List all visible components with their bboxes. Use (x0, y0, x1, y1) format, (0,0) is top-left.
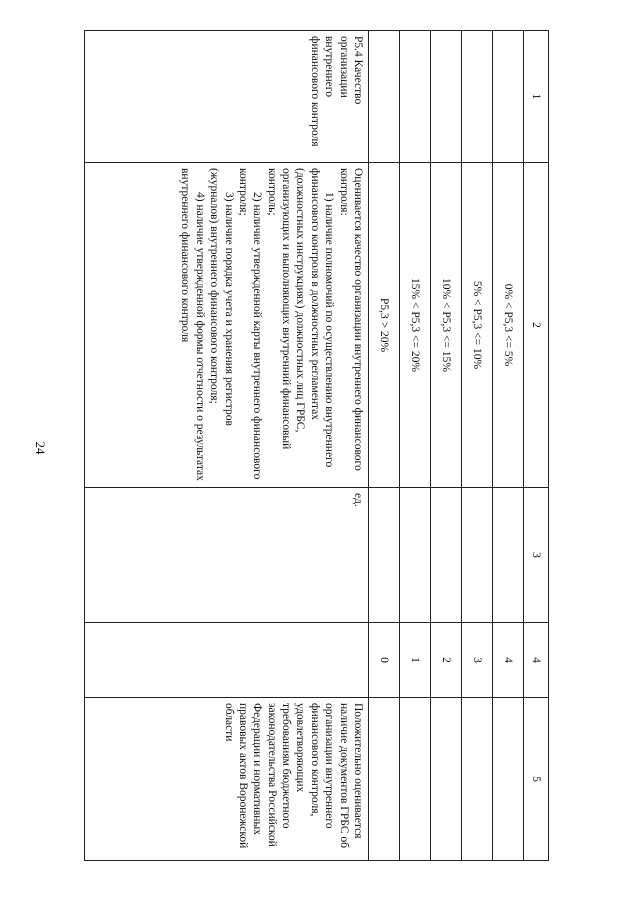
rotated-table-container (84, 30, 549, 860)
description-intro: Оценивается качество организации внутреннего финансового контроля: (337, 168, 364, 471)
indicator-score (85, 623, 369, 698)
page-number: 24 (33, 441, 48, 455)
description-item-4: 4) наличие утвержденной формы отчетности о результатах внутреннего финансового контроля (179, 168, 206, 481)
table-row (369, 31, 400, 861)
range-score: 2 (431, 623, 462, 698)
table-row (85, 31, 369, 861)
indicator-table (84, 30, 549, 861)
range-score: 3 (462, 623, 493, 698)
col-header-3: 3 (524, 488, 549, 623)
range-condition: 10% < P5,3 <= 15% (431, 163, 462, 488)
col-header-2: 2 (524, 163, 549, 488)
range-condition: 5% < P5,3 <= 10% (462, 163, 493, 488)
range-condition: 0% < P5,3 <= 5% (493, 163, 524, 488)
description-item-3: 3) наличие порядка учета и хранения регистров (журналов) внутреннего финансового контроля; (208, 168, 235, 426)
indicator-name: P5.4 Качество организации внутреннего финансового контроля (85, 31, 369, 163)
range-condition: 15% < P5,3 <= 20% (400, 163, 431, 488)
indicator-description (85, 163, 369, 488)
header-row (524, 31, 549, 861)
range-condition: P5,3 > 20% (369, 163, 400, 488)
range-score: 1 (400, 623, 431, 698)
table-row (431, 31, 462, 861)
col-header-5: 5 (524, 698, 549, 861)
table-row (493, 31, 524, 861)
col-header-4: 4 (524, 623, 549, 698)
range-score: 0 (369, 623, 400, 698)
col-header-1: 1 (524, 31, 549, 163)
description-item-2: 2) наличие утвержденной карты внутреннего финансового контроля; (237, 168, 264, 480)
description-item-1: 1) наличие полномочий по осуществлению внутреннего финансового контроля в должностных регламентах (должностных инструкциях) должностных лиц ГРБС, организующих и выполняющих внутренний финансовый контроль; (265, 168, 336, 468)
table-row (400, 31, 431, 861)
indicator-unit: ед. (85, 488, 369, 623)
table-row (462, 31, 493, 861)
range-score: 4 (493, 623, 524, 698)
indicator-comment: Положительно оценивается наличие документов ГРБС об организации внутреннего финансового контроля, удовлетворяющих требованиям бюджетного законодательства Российской Федерации и нормативных правовых актов Воронежской области (85, 698, 369, 861)
